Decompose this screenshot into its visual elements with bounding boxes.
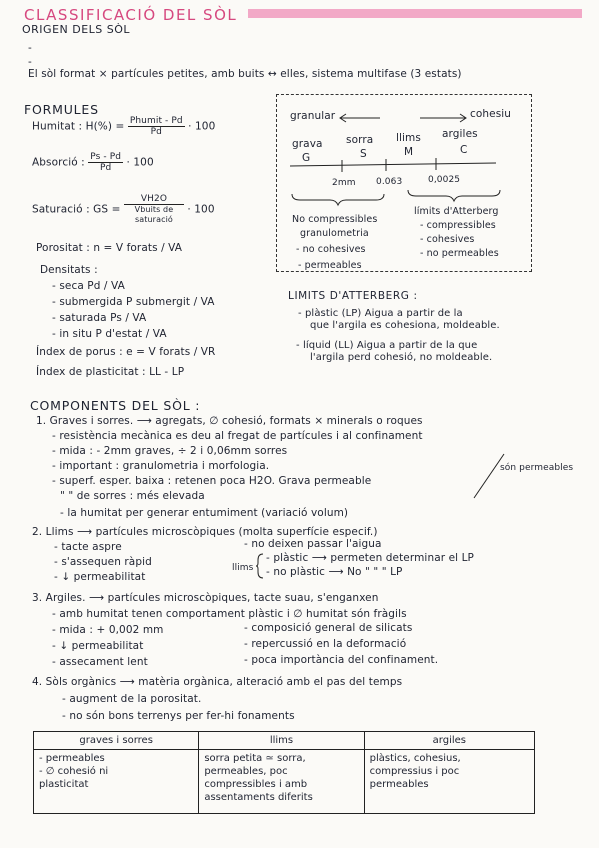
organics-title: 4. Sòls orgànics ⟶ matèria orgànica, alteració amb el pas del temps	[32, 676, 403, 688]
saturacio-label: Saturació : GS =	[32, 203, 121, 216]
atterberg-ll-2: l'argila perd cohesió, no moldeable.	[310, 352, 493, 363]
class-sorra: sorra	[346, 134, 374, 146]
saturacio-fraction	[124, 194, 184, 225]
permeable-pointer	[470, 452, 510, 502]
right-group-3: - cohesives	[420, 234, 475, 245]
cell-graves	[34, 750, 199, 814]
argiles-right-3: - poca importància del confinament.	[244, 654, 439, 666]
argiles-line-1: - amb humitat tenen comportament plàstic i ∅ humitat són fràgils	[52, 608, 407, 620]
formulas-heading: FORMULES	[24, 102, 99, 117]
densitat-in-situ: - in situ P d'estat / VA	[52, 328, 167, 340]
humitat-formula	[32, 116, 215, 137]
argiles-left-2: - ↓ permeabilitat	[52, 640, 144, 652]
cohesiu-label: cohesiu	[470, 108, 512, 120]
saturacio-denominator: Vbuits de saturació	[134, 205, 174, 224]
absorcio-denominator: Pd	[100, 163, 112, 173]
class-grava: grava	[292, 138, 323, 150]
cell-argiles-line: plàstics, cohesius,	[369, 753, 461, 764]
index-porus: Índex de porus : e = V forats / VR	[36, 346, 216, 358]
saturacio-formula	[32, 194, 215, 225]
graves-side-note: són permeables	[500, 463, 574, 473]
llims-brace	[256, 553, 264, 579]
cell-llims-line: compressibles i amb	[204, 779, 308, 790]
cell-argiles	[364, 750, 534, 814]
llims-left-2: - s'assequen ràpid	[54, 556, 152, 568]
subtitle: ORIGEN DELS SÒL	[22, 23, 131, 36]
cell-graves-line: - ∅ cohesió ni	[39, 766, 109, 777]
header-graves: graves i sorres	[34, 732, 199, 750]
graves-line-2: - mida : - 2mm graves, ÷ 2 i 0,06mm sorres	[52, 445, 288, 457]
left-group-1: No compressibles	[292, 214, 378, 225]
bullet-1: -	[28, 42, 32, 54]
densitat-saturada: - saturada Ps / VA	[52, 312, 147, 324]
class-sorra-code: S	[360, 148, 367, 160]
llims-right-2: - no plàstic ⟶ No " " " LP	[266, 566, 403, 578]
densitats-label: Densitats :	[40, 264, 98, 276]
humitat-numerator: Phumit - Pd	[129, 116, 183, 126]
cell-llims	[199, 750, 364, 814]
densitat-seca: - seca Pd / VA	[52, 280, 125, 292]
header-argiles: argiles	[364, 732, 534, 750]
densitat-submergida: - submergida P submergit / VA	[52, 296, 215, 308]
left-group-2: granulometria	[300, 228, 369, 239]
right-group-brace	[406, 188, 506, 202]
atterberg-heading: LIMITS D'ATTERBERG :	[288, 290, 418, 302]
page-title: CLASSIFICACIÓ DEL SÒL	[24, 6, 238, 24]
cell-graves-line: plasticitat	[39, 779, 89, 790]
saturacio-tail: · 100	[187, 203, 215, 216]
tick-2mm: 2mm	[332, 178, 356, 188]
bullet-2: -	[28, 56, 32, 68]
graves-line-1: - resistència mecànica es deu al fregat de partícules i al confinament	[52, 430, 423, 442]
atterberg-lp-1: - plàstic (LP) Aigua a partir de la	[298, 308, 463, 319]
saturacio-numerator: VH2O	[124, 194, 184, 205]
cell-llims-line: sorra petita ≃ sorra,	[204, 753, 306, 764]
class-llims-code: M	[404, 146, 414, 158]
absorcio-fraction	[88, 152, 123, 173]
argiles-right-1: - composició general de silicats	[244, 622, 413, 634]
graves-line-5: " " de sorres : més elevada	[60, 490, 205, 502]
size-scale-line	[290, 156, 500, 176]
absorcio-tail: · 100	[126, 156, 154, 169]
llims-title: 2. Llims ⟶ partícules microscòpiques (molta superfície especif.)	[32, 526, 378, 538]
cell-llims-line: assentaments diferits	[204, 792, 313, 803]
graves-line-6: - la humitat per generar entumiment (variació volum)	[60, 507, 349, 519]
components-heading: COMPONENTS DEL SÒL :	[30, 398, 201, 413]
left-group-3: - no cohesives	[296, 244, 366, 255]
right-group-2: - compressibles	[420, 220, 496, 231]
header-llims: llims	[199, 732, 364, 750]
class-llims: llims	[396, 132, 421, 144]
graves-line-3: - important : granulometria i morfologia.	[52, 460, 270, 472]
humitat-denominator: Pd	[150, 127, 162, 137]
atterberg-lp-2: que l'argila es cohesiona, moldeable.	[310, 320, 500, 331]
cell-argiles-line: permeables	[369, 779, 429, 790]
tick-00025: 0,0025	[428, 175, 461, 185]
cell-llims-line: permeables, poc	[204, 766, 288, 777]
argiles-left-3: - assecament lent	[52, 656, 148, 668]
cell-argiles-line: compressius i poc	[369, 766, 460, 777]
class-argiles-code: C	[460, 144, 468, 156]
tick-0063: 0.063	[376, 177, 403, 187]
porositat-formula: Porositat : n = V forats / VA	[36, 242, 183, 254]
intro-text: El sòl format × partícules petites, amb buits ↔ elles, sistema multifase (3 estats)	[28, 68, 462, 80]
organics-line-1: - augment de la porositat.	[62, 693, 202, 705]
cell-graves-line: - permeables	[39, 753, 105, 764]
graves-line-4: - superf. esper. baixa : retenen poca H2O. Grava permeable	[52, 475, 372, 487]
comparison-table	[33, 731, 535, 814]
table-row	[34, 750, 535, 814]
left-group-brace	[290, 192, 390, 206]
right-group-1: límits d'Atterberg	[414, 206, 499, 217]
table-header-row	[34, 732, 535, 750]
llims-left-1: - tacte aspre	[54, 541, 122, 553]
right-group-4: - no permeables	[420, 248, 499, 259]
graves-title: 1. Graves i sorres. ⟶ agregats, ∅ cohesió, formats × minerals o roques	[36, 415, 423, 427]
llims-side-label: llims	[232, 563, 254, 573]
humitat-fraction	[128, 116, 185, 137]
argiles-left-1: - mida : + 0,002 mm	[52, 624, 164, 636]
index-plasticitat: Índex de plasticitat : LL - LP	[36, 366, 185, 378]
absorcio-numerator: Ps - Pd	[90, 152, 122, 162]
atterberg-ll-1: - líquid (LL) Aigua a partir de la que	[296, 340, 478, 351]
llims-right-1: - plàstic ⟶ permeten determinar el LP	[266, 552, 474, 564]
argiles-right-2: - repercussió en la deformació	[244, 638, 407, 650]
llims-left-3: - ↓ permeabilitat	[54, 571, 146, 583]
absorcio-formula	[32, 152, 154, 173]
organics-line-2: - no són bons terrenys per fer-hi fonaments	[62, 710, 295, 722]
argiles-title: 3. Argiles. ⟶ partícules microscòpiques, tacte suau, s'enganxen	[32, 592, 379, 604]
granular-label: granular	[290, 110, 336, 122]
class-argiles: argiles	[442, 128, 478, 140]
llims-right-top: - no deixen passar l'aigua	[244, 538, 382, 550]
title-highlight	[248, 9, 582, 18]
humitat-tail: · 100	[188, 120, 216, 133]
class-grava-code: G	[302, 152, 311, 164]
humitat-label: Humitat : H(%) =	[32, 120, 125, 133]
granular-cohesive-arrow	[340, 114, 470, 124]
absorcio-label: Absorció :	[32, 156, 85, 169]
left-group-4: - permeables	[298, 260, 362, 271]
